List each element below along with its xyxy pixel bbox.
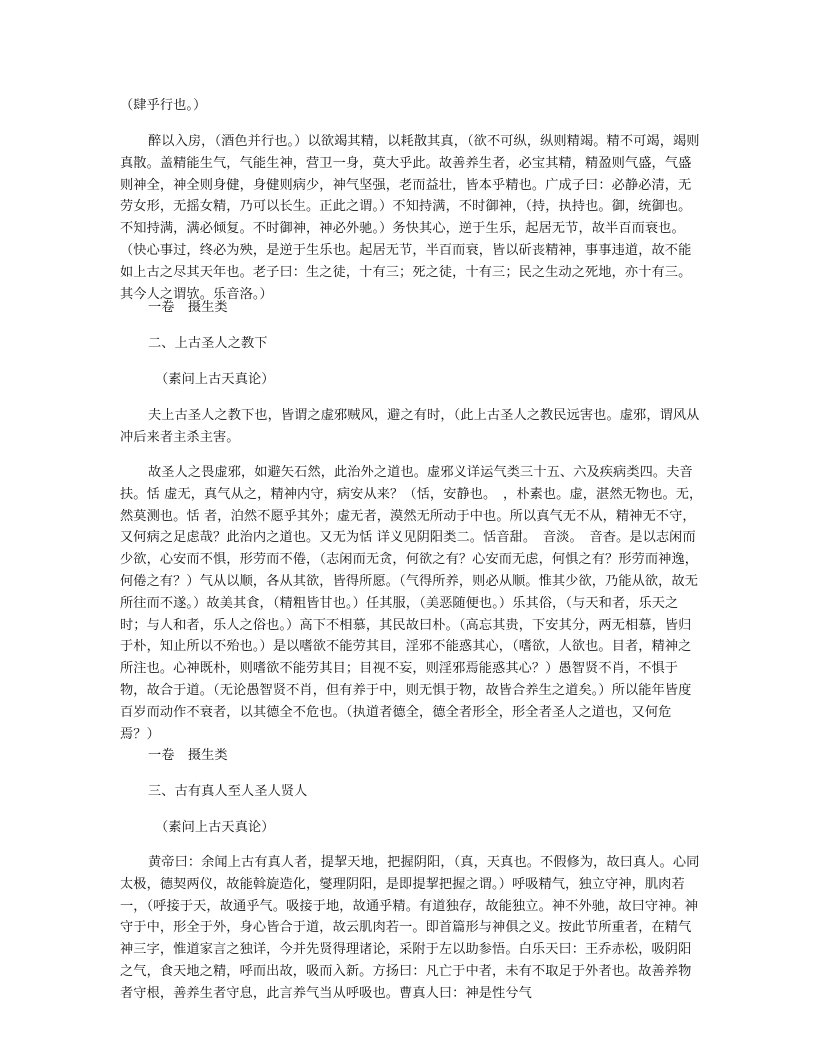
source-citation: （素问上古天真论） (155, 372, 275, 387)
source-citation: （素问上古天真论） (155, 820, 275, 835)
section-title-2: 二、上古圣人之教下 (148, 336, 268, 351)
section-volume-heading: 一卷 摄生类 (148, 300, 228, 315)
section-volume-heading: 一卷 摄生类 (148, 748, 228, 763)
paragraph-true-men: 黄帝曰：余闻上古有真人者，提挈天地，把握阴阳，（真，天真也。不假修为，故曰真人。心同太极，德契两仪，故能斡旋造化，燮理阴阳，是即提挈把握之谓。）呼吸精气，独立守神，肌肉若一，（呼接于天，故通乎气。吸接于地，故通乎精。有道独存，故能独立。神不外驰，故曰守神。神守于中，形全于外，身心皆合于道，故云肌肉若一。即首篇形与神俱之义。按此节所重者，在精气神三字，惟道家言之独详，今并先贤得理诸论，采附于左以助参悟。白乐天曰：王乔赤松，吸阴阳之气，食天地之精，呼而出故，吸而入新。方扬曰：凡亡于中者，未有不取足于外者也。故善养物者守根，善养生者守息，此言养气当从呼吸也。曹真人曰：神是性兮气 (120, 855, 700, 1001)
paragraph-drunk-enter-room: 醉以入房，（酒色并行也。）以欲竭其精，以耗散其真，（欲不可纵，纵则精竭。精不可竭，竭则真散。盖精能生气，气能生神，营卫一身，莫大乎此。故善养生者，必宝其精，精盈则气盛，气盛则神全，神全则身健，身健则病少，神气坚强，老而益壮，皆本乎精也。广成子曰：必静必清，无劳女形，无摇女精，乃可以长生。正此之谓。）不知持满，不时御神，（持，执持也。御，统御也。不知持满，满必倾复。不时御神，神必外驰。）务快其心，逆于生乐，起居无节，故半百而衰也。（快心事过，终必为殃，是逆于生乐也。起居无节，半百而衰，皆以斫丧精神，事事违道，故不能如上古之尽其天年也。老子曰：生之徒，十有三；死之徒，十有三；民之生动之死地，亦十有三。其今人之谓欤。乐音洛。） (120, 134, 700, 302)
paragraph-ancient-sages-teaching: 夫上古圣人之教下也，皆谓之虚邪贼风，避之有时，（此上古圣人之教民远害也。虚邪，谓风从冲后来者主杀主害。 (120, 408, 700, 445)
section-title-3: 三、古有真人至人圣人贤人 (148, 784, 308, 799)
paragraph-sages-fear-evil: 故圣人之畏虚邪，如避矢石然，此治外之道也。虚邪义详运气类三十五、六及疾病类四。夫音扶。恬 虚无，真气从之，精神内守，病安从来？（恬，安静也。 ，朴素也。虚，湛然无物也。无， 然莫测也。恬 者，泊然不愿乎其外；虚无者，漠然无所动于中也。所以真气无不从，精神无不守，又何病之足虑哉？此治内之道也。又无为恬 详义见阴阳类二。恬音甜。 音淡。 音杳。是以志闲而少欲，心安而不惧，形劳而不倦，（志闲而无贪，何欲之有？心安而无虑，何惧之有？形劳而神逸，何倦之有？）气从以顺，各从其欲，皆得所愿。（气得所养，则必从顺。惟其少欲，乃能从欲，故无所往而不遂。）故美其食，（精粗皆甘也。）任其服，（美恶随便也。）乐其俗，（与天和者，乐天之时；与人和者，乐人之俗也。）高下不相慕，其民故曰朴。（高忘其贵，下安其分，两无相慕，皆归于朴，知止所以不殆也。）是以嗜欲不能劳其目，淫邪不能惑其心，（嗜欲，人欲也。目者，精神之所注也。心神既朴，则嗜欲不能劳其目；目视不妄，则淫邪焉能惑其心？）愚智贤不肖，不惧于物，故合于道。（无论愚智贤不肖，但有养于中，则无惧于物，故皆合养生之道矣。）所以能年皆度百岁而动作不衰者，以其德全不危也。（执道者德全，德全者形全，形全者圣人之道也，又何危焉？） (120, 465, 710, 742)
paragraph-continuation: （肆乎行也。） (120, 98, 207, 113)
